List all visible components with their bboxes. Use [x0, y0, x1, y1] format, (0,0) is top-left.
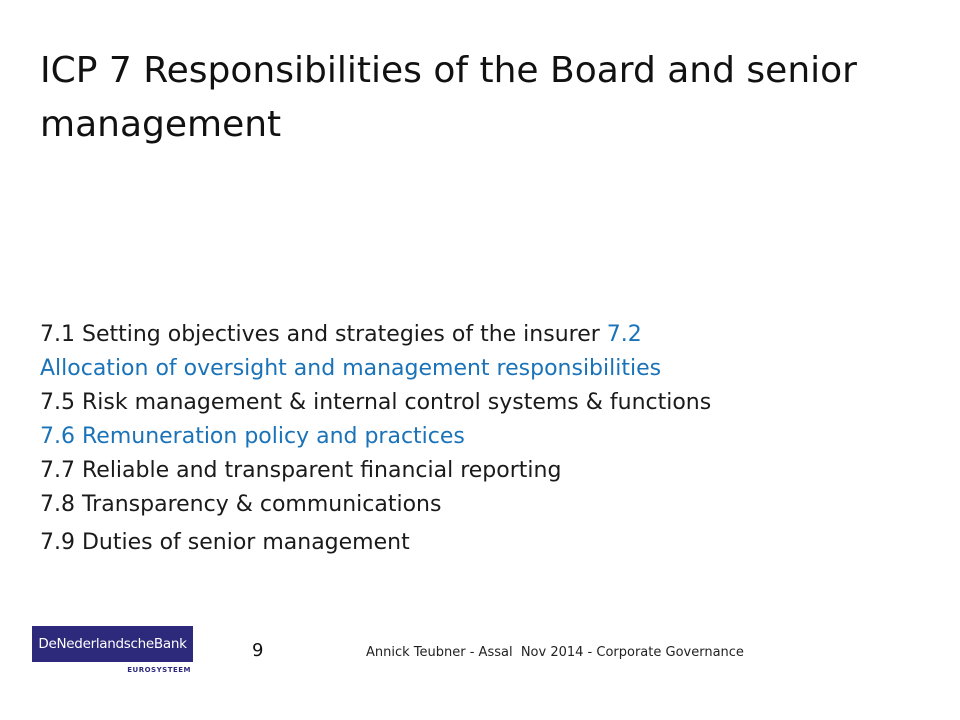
body-line-7-9: 7.9 Duties of senior management [40, 530, 410, 555]
body-line-7-8: 7.8 Transparency & communications [40, 492, 442, 517]
footer-caption: Annick Teubner - Assal Nov 2014 - Corporate Governance [366, 645, 744, 660]
slide-title: ICP 7 Responsibilities of the Board and senior management [40, 50, 857, 145]
body-line-7-7: 7.7 Reliable and transparent financial reporting [40, 458, 562, 483]
body-line-7-5: 7.5 Risk management & internal control systems & functions [40, 390, 712, 415]
dnb-logo [32, 626, 193, 678]
body-line-7-1 [40, 318, 920, 352]
slide-body [40, 318, 920, 560]
body-text-7-2-number: 7.2 [606, 322, 642, 347]
page-number: 9 [252, 640, 264, 661]
logo-subtext: EUROSYSTEEM [127, 666, 191, 674]
body-line-7-2: Allocation of oversight and management responsibilities [40, 356, 662, 381]
logo-wordmark: DeNederlandscheBank [32, 626, 193, 662]
body-text-7-1: 7.1 Setting objectives and strategies of the insurer [40, 322, 607, 347]
body-line-7-6: 7.6 Remuneration policy and practices [40, 424, 465, 449]
